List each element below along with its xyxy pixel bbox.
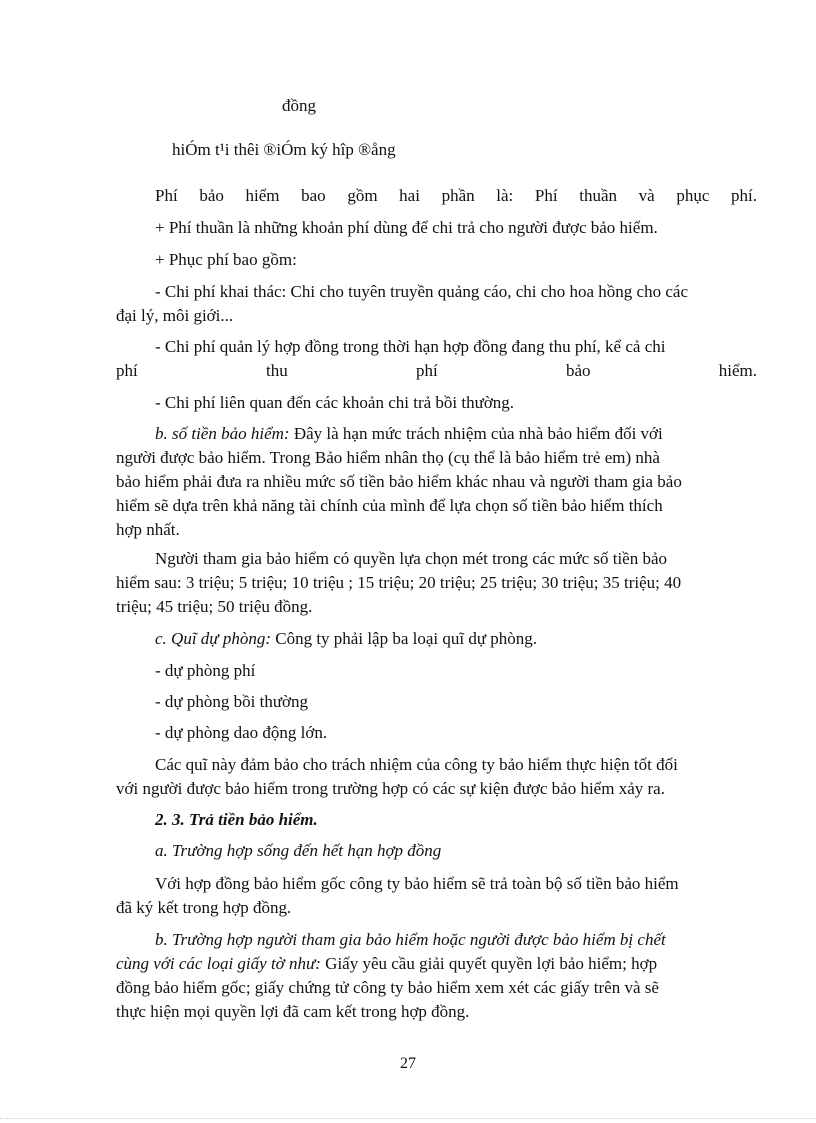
list-item-claims: - Chi phí liên quan đến các khoản chi trả bồi thường. <box>155 393 515 412</box>
section-heading-payment: 2. 3. Trả tiền bảo hiểm. <box>155 810 318 829</box>
section-b-text: Đây là hạn mức trách nhiệm của nhà bảo hiểm đối với <box>293 424 663 443</box>
section-b-line-5: hợp nhất. <box>116 520 180 539</box>
paragraph-loading: + Phục phí bao gồm: <box>155 250 297 269</box>
section-b-line-3: bảo hiểm phải đưa ra nhiều mức số tiền bảo hiểm khác nhau và người tham gia bảo <box>116 472 682 491</box>
paragraph-net-premium: + Phí thuần là những khoản phí dùng để chi trả cho người được bảo hiểm. <box>155 218 658 237</box>
reserve-item-fluctuation: - dự phòng dao động lớn. <box>155 723 328 742</box>
page-number: 27 <box>400 1055 416 1072</box>
list-item-acquisition-l2: đại lý, môi giới... <box>116 306 234 325</box>
reserve-summary-l1: Các quĩ này đảm bảo cho trách nhiệm của công ty bảo hiểm thực hiện tốt đối <box>155 755 678 774</box>
subsection-a-heading: a. Trường hợp sống đến hết hạn hợp đồng <box>155 841 442 860</box>
section-c-heading: c. Quĩ dự phòng: <box>155 629 271 648</box>
section-b-line-2: người được bảo hiểm. Trong Bảo hiểm nhân thọ (cụ thể là bảo hiểm trẻ em) nhà <box>116 448 660 467</box>
subsection-a-l1: Với hợp đồng bảo hiểm gốc công ty bảo hiểm sẽ trả toàn bộ số tiền bảo hiểm <box>155 874 679 893</box>
section-c-line <box>155 628 537 650</box>
subsection-b-text: Giấy yêu cầu giải quyết quyền lợi bảo hiểm; hợp <box>325 954 658 973</box>
amount-options-l3: triệu; 45 triệu; 50 triệu đồng. <box>116 597 313 616</box>
subsection-b-heading: b. Trường hợp người tham gia bảo hiểm hoặc người được bảo hiểm bị chết <box>155 930 666 949</box>
garbled-line: hiÓm t¹i thêi ®iÓm ký hîp ®ång <box>172 140 396 159</box>
section-b-line-1 <box>155 423 663 445</box>
section-c-text: Công ty phải lập ba loại quĩ dự phòng. <box>275 629 538 648</box>
list-item-management-l1: - Chi phí quản lý hợp đồng trong thời hạn hợp đồng đang thu phí, kể cả chi <box>155 337 666 356</box>
reserve-item-claims: - dự phòng bồi thường <box>155 692 309 711</box>
amount-options-l2: hiểm sau: 3 triệu; 5 triệu; 10 triệu ; 15 triệu; 20 triệu; 25 triệu; 30 triệu; 35 triệu; 40 <box>116 573 682 592</box>
subsection-b-line-4: thực hiện mọi quyền lợi đã cam kết trong hợp đồng. <box>116 1002 470 1021</box>
section-b-line-4: hiểm sẽ dựa trên khả năng tài chính của mình để lựa chọn số tiền bảo hiểm thích <box>116 496 663 515</box>
amount-options-l1: Người tham gia bảo hiểm có quyền lựa chọn mét trong các mức số tiền bảo <box>155 549 668 568</box>
reserve-item-premium: - dự phòng phí <box>155 661 256 680</box>
list-item-acquisition-l1: - Chi phí khai thác: Chi cho tuyên truyền quảng cáo, chi cho hoa hồng cho các <box>155 282 688 301</box>
paragraph-premium: Phí bảo hiểm bao gồm hai phần là: Phí thuần và phục phí. <box>155 186 757 205</box>
subsection-a-l2: đã ký kết trong hợp đồng. <box>116 898 292 917</box>
section-b-heading: b. số tiền bảo hiểm: <box>155 424 290 443</box>
subsection-b-line-3: đồng bảo hiểm gốc; giấy chứng tử công ty bảo hiểm xem xét các giấy trên và sẽ <box>116 978 659 997</box>
subsection-b-line-2 <box>116 953 657 975</box>
reserve-summary-l2: với người được bảo hiểm trong trường hợp có các sự kiện được bảo hiểm xảy ra. <box>116 779 665 798</box>
list-item-management-l2: phí thu phí bảo hiểm. <box>116 361 757 380</box>
fragment-text: đồng <box>282 96 316 115</box>
page-bottom-divider <box>0 1118 816 1119</box>
subsection-b-italic: cùng với các loại giấy tờ như: <box>116 954 321 973</box>
